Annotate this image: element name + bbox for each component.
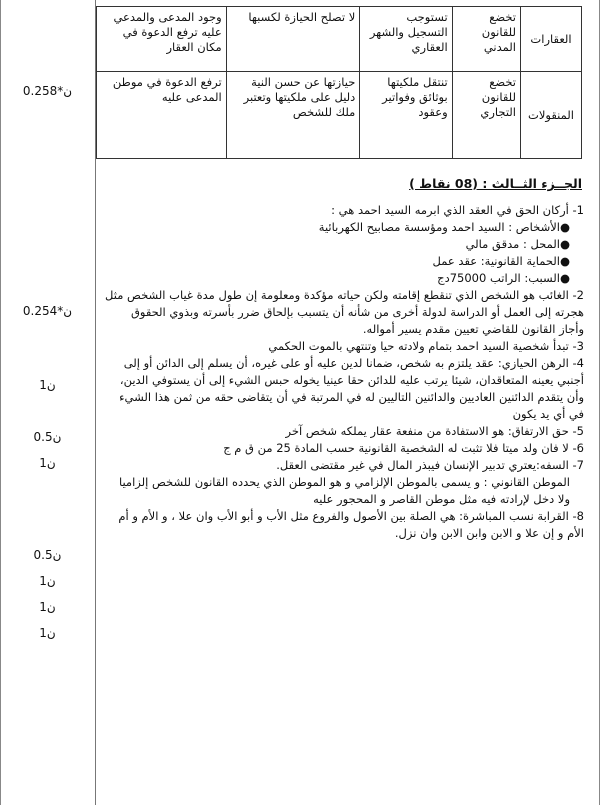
mark-label: 1ن	[39, 600, 56, 614]
mark-label: 1ن	[39, 574, 56, 588]
mark-label: 1ن	[39, 626, 56, 640]
section-title: الجــزء الثــالث : (08 نقاط )	[409, 176, 582, 191]
answer-line: ●الحماية القانونية: عقد عمل	[432, 254, 570, 268]
mark-label: 0.5ن	[33, 548, 62, 562]
table-cell: وجود المدعى والمدعي عليه ترفع الدعوة في مكان العقار	[97, 7, 227, 72]
answer-line: 3- تبدأ شخصية السيد احمد بتمام ولادته حيا وتنتهي بالموت الحكمي	[268, 339, 584, 353]
answer-line: ●المحل : مدقق مالي	[465, 237, 570, 251]
table-cell: تخضع للقانون التجاري	[452, 72, 520, 159]
answer-line: الموطن القانوني : و يسمى بالموطن الإلزامي و هو الموطن الذي يحدده القانون للشخص إلزاميا ولا دخل لإرادته فيه مثل موطن القاصر و المحجور عليه	[118, 475, 570, 506]
row-header: المنقولات	[521, 72, 582, 159]
mark-label: 0.25ن*4	[22, 304, 73, 318]
table-row	[97, 7, 582, 72]
table-row	[97, 72, 582, 159]
answer-line: 8- القرابة نسب المباشرة: هي الصلة بين الأصول والفروع مثل الأب و أبو الأب وان علا ، و الأم و أم الأم و إن علا و الابن وابن الابن وان نزل.	[118, 509, 584, 540]
answer-line: ●السبب: الراتب 75000دج	[437, 271, 570, 285]
table-cell: حيازتها عن حسن النية دليل على ملكيتها وتعتبر ملك للشخص	[226, 72, 360, 159]
table-cell: لا تصلح الحيازة لكسبها	[226, 7, 360, 72]
answer-line: 5- حق الارتفاق: هو الاستفادة من منفعة عقار يملكه شخص آخر	[285, 424, 584, 438]
answer-line: 4- الرهن الحيازي: عقد يلتزم به شخص، ضمانا لدين عليه أو على غيره، أن يسلم إلى الدائن أو إلى أجنبي يعينه المتعاقدان، شيئا يرتب عليه للدائن حقا عينيا يخوله حبس الشيء إلى أن يستوفي الدين، وأن يتقدم الدائنين العاديين والدائنين التاليين له في المرتبة في أن يتقاضى حقه من ثمن هذا الشيء في أي يد يكون	[119, 356, 584, 421]
row-header: العقارات	[521, 7, 582, 72]
mark-label: 1ن	[39, 378, 56, 392]
mark-label: 0.25ن*8	[22, 84, 73, 98]
table-cell: تستوجب التسجيل والشهر العقاري	[360, 7, 452, 72]
answer-line: ●الأشخاص : السيد احمد ومؤسسة مصابيح الكهربائية	[318, 220, 570, 234]
answer-line: 1- أركان الحق في العقد الذي ابرمه السيد احمد هي :	[331, 203, 584, 217]
answer-content	[104, 202, 584, 542]
answer-line: 7- السفه:يعتري تدبير الإنسان فيبذر المال في غير مقتضى العقل.	[276, 458, 584, 472]
table-cell: تنتقل ملكيتها بوثائق وفواتير وعقود	[360, 72, 452, 159]
answer-line: 2- الغائب هو الشخص الذي تنقطع إقامته ولكن حياته مؤكدة ومعلومة إن طول مدة غياب الشخص مثل هجرته إلى العمل أو الدراسة لدولة أخرى من شأنه أن يتسبب بإلحاق ضرر بأسرته وبذوي الحقوق وأجاز القانون للقاضي تعيين مقدم يسير أمواله.	[105, 288, 584, 336]
table-cell: تخضع للقانون المدني	[452, 7, 520, 72]
mark-label: 0.5ن	[33, 430, 62, 444]
mark-label: 1ن	[39, 456, 56, 470]
table-cell: ترفع الدعوة في موطن المدعى عليه	[97, 72, 227, 159]
answer-line: 6- لا فان ولد ميتا فلا تثبت له الشخصية القانونية حسب المادة 25 من ق م ج	[223, 441, 584, 455]
comparison-table	[96, 6, 582, 159]
